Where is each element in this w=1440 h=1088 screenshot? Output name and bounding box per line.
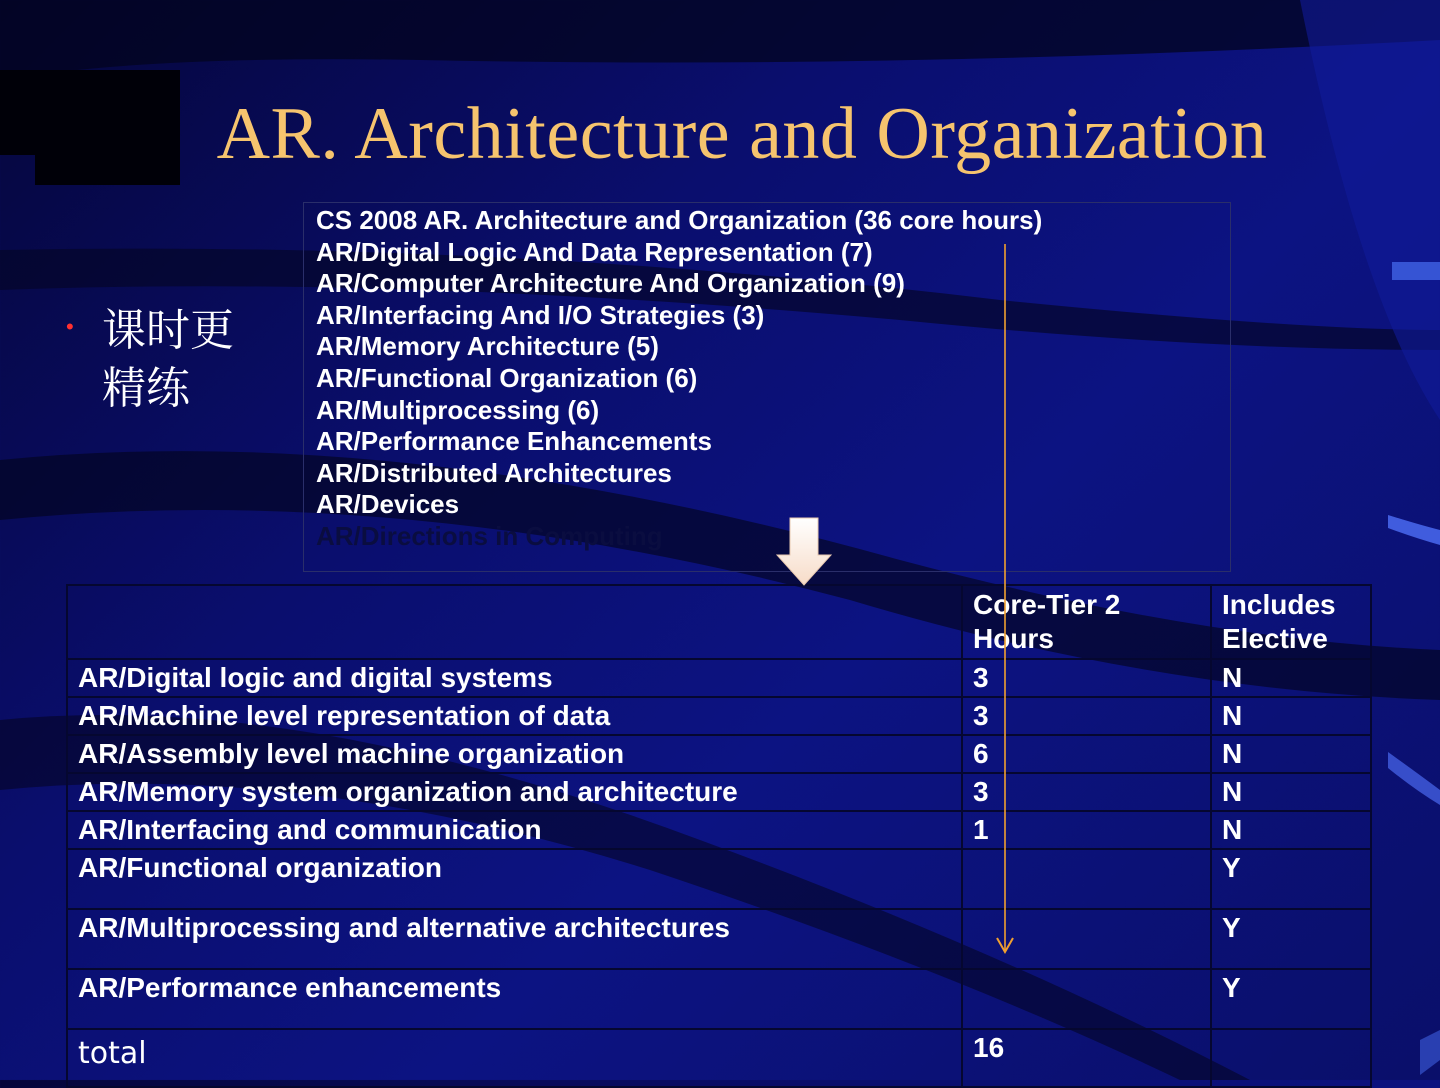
elective-cell: Y	[1211, 849, 1371, 909]
elective-cell: N	[1211, 697, 1371, 735]
hours-cell: 1	[962, 811, 1211, 849]
bullet-icon: •	[66, 314, 74, 339]
table-row	[67, 811, 1371, 849]
cs2008-heading: CS 2008 AR. Architecture and Organization (36 core hours)	[316, 205, 1043, 235]
hours-cell: 3	[962, 773, 1211, 811]
side-note-line: 精练	[102, 363, 190, 414]
hours-cell: 3	[962, 697, 1211, 735]
topic-cell: AR/Memory system organization and architecture	[67, 773, 962, 811]
cs2008-topic-list	[303, 202, 1231, 572]
hours-cell: 6	[962, 735, 1211, 773]
header-text: Core-Tier 2	[973, 589, 1121, 620]
elective-cell: N	[1211, 735, 1371, 773]
cs2008-item: AR/Functional Organization (6)	[316, 362, 698, 393]
topic-cell: AR/Functional organization	[67, 849, 962, 909]
table-row	[67, 969, 1371, 1029]
topic-cell: AR/Performance enhancements	[67, 969, 962, 1029]
table-header-row	[67, 585, 1371, 659]
total-label: total	[67, 1029, 962, 1087]
ar-hours-table	[66, 584, 1372, 1088]
cs2008-item: AR/Computer Architecture And Organization (9)	[316, 268, 905, 299]
cs2008-item: AR/Multiprocessing (6)	[316, 394, 600, 425]
side-note-line: 课时更	[102, 305, 234, 356]
topic-cell: AR/Machine level representation of data	[67, 697, 962, 735]
cs2008-item: AR/Interfacing And I/O Strategies (3)	[316, 299, 765, 330]
topic-cell: AR/Digital logic and digital systems	[67, 659, 962, 697]
table-row	[67, 849, 1371, 909]
elective-cell: N	[1211, 773, 1371, 811]
header-cell-elective	[1211, 585, 1371, 659]
elective-cell: N	[1211, 659, 1371, 697]
total-elective	[1211, 1029, 1371, 1087]
table-row	[67, 773, 1371, 811]
elective-cell: Y	[1211, 969, 1371, 1029]
total-hours: 16	[962, 1029, 1211, 1087]
hours-cell: 3	[962, 659, 1211, 697]
cs2008-item: AR/Distributed Architectures	[316, 457, 672, 488]
down-arrow-icon	[776, 517, 832, 587]
side-note	[102, 302, 282, 418]
table-row	[67, 909, 1371, 969]
header-cell-topic	[67, 585, 962, 659]
cs2008-item: AR/Devices	[316, 489, 460, 520]
cs2008-item: AR/Performance Enhancements	[316, 426, 712, 457]
header-text: Hours	[973, 623, 1054, 654]
table-row	[67, 735, 1371, 773]
table-row	[67, 697, 1371, 735]
table-total-row	[67, 1029, 1371, 1087]
header-text: Includes	[1222, 589, 1336, 620]
cs2008-item: AR/Memory Architecture (5)	[316, 331, 659, 362]
down-arrow-line-icon	[990, 244, 1020, 956]
topic-cell: AR/Multiprocessing and alternative architectures	[67, 909, 962, 969]
cs2008-item: AR/Digital Logic And Data Representation (7)	[316, 236, 873, 267]
table-row	[67, 659, 1371, 697]
elective-cell: Y	[1211, 909, 1371, 969]
topic-cell: AR/Assembly level machine organization	[67, 735, 962, 773]
topic-cell: AR/Interfacing and communication	[67, 811, 962, 849]
header-text: Elective	[1222, 623, 1328, 654]
elective-cell: N	[1211, 811, 1371, 849]
slide-title: AR. Architecture and Organization	[216, 93, 1268, 175]
cs2008-item: AR/Directions in Computing	[316, 520, 663, 551]
hours-cell	[962, 969, 1211, 1029]
